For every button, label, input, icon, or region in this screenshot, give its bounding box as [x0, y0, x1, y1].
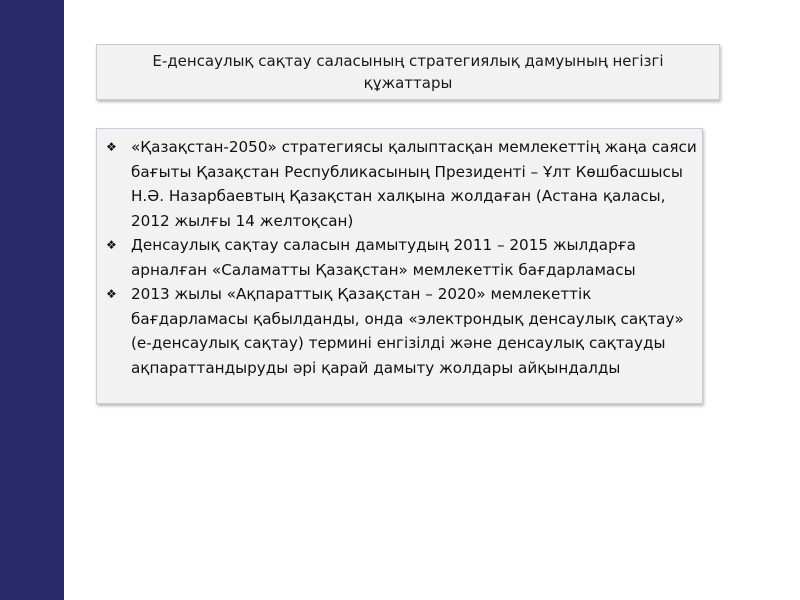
bullet-text: 2013 жылы «Ақпараттық Қазақстан – 2020» мемлекеттік бағдарламасы қабылданды, онда «электрондық денсаулық сақтау» (е-денсаулық сақтау) термині енгізілді және денсаулық сақтауды ақпараттандыруды әрі қарай дамыту жолдары айқындалды [131, 285, 684, 377]
diamond-bullet-icon: ❖ [106, 140, 117, 154]
title-box [96, 44, 720, 100]
diamond-bullet-icon: ❖ [106, 287, 117, 301]
bullet-list [106, 135, 706, 380]
bullet-item [106, 135, 706, 233]
bullet-item [106, 233, 706, 282]
diamond-bullet-icon: ❖ [106, 238, 117, 252]
side-band [0, 0, 64, 600]
bullet-text: Денсаулық сақтау саласын дамытудың 2011 – 2015 жылдарға арналған «Саламатты Қазақстан» мемлекеттік бағдарламасы [131, 236, 636, 279]
slide-title: Е-денсаулық сақтау саласының стратегиялық дамуының негізгі құжаттары [152, 52, 664, 92]
bullet-text: «Қазақстан-2050» стратегиясы қалыптасқан мемлекеттің жаңа саяси бағыты Қазақстан Республикасының Президенті – Ұлт Көшбасшысы Н.Ә. Назарбаевтың Қазақстан халқына жолдаған (Астана қаласы, 2012 жылғы 14 желтоқсан) [131, 138, 697, 230]
bullet-item [106, 282, 706, 380]
